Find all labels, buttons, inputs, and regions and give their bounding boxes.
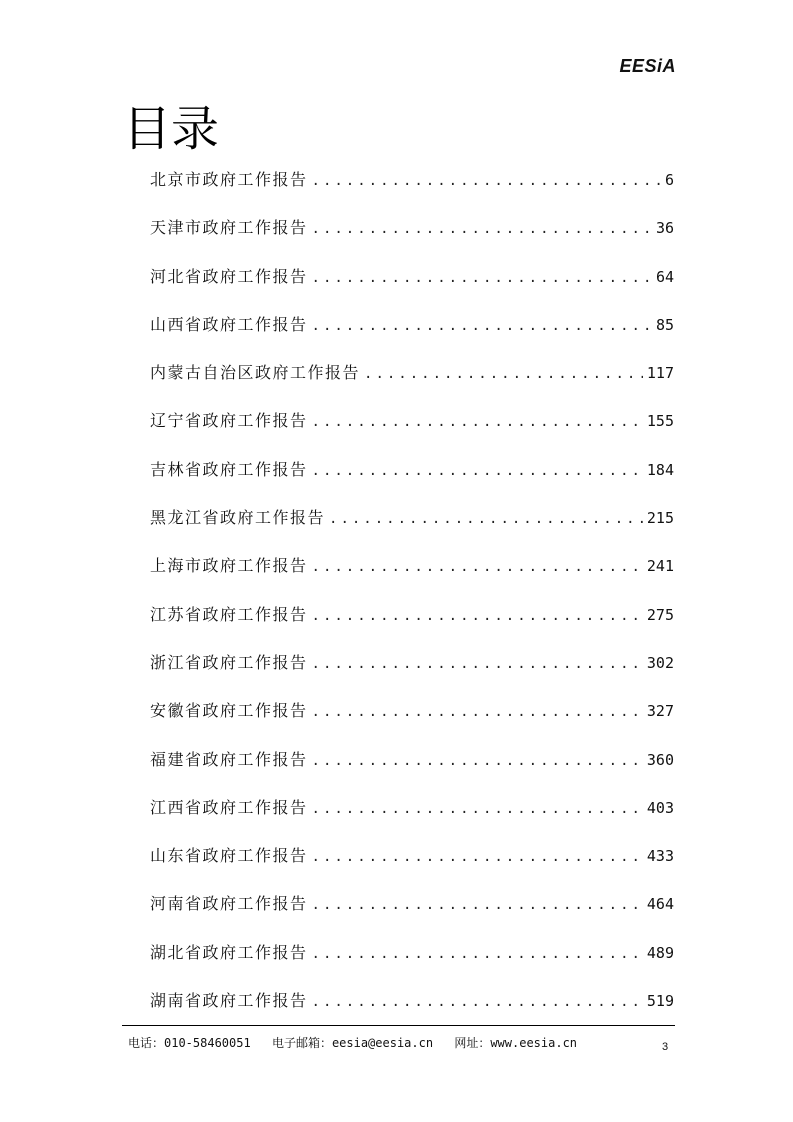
toc-entry-label: 内蒙古自治区政府工作报告 [150,363,361,383]
toc-entry-page: 519 [646,992,674,1011]
toc-dot-leader [312,600,643,632]
toc-entry[interactable] [150,502,674,550]
toc-dot-leader [312,310,652,342]
toc-dot-leader [312,793,643,825]
toc-entry[interactable] [150,550,674,598]
toc-entry[interactable] [150,164,674,212]
toc-dot-leader [312,889,643,921]
toc-entry-label: 山东省政府工作报告 [150,846,308,866]
toc-dot-leader [312,551,643,583]
toc-entry-label: 浙江省政府工作报告 [150,652,308,672]
toc-dot-leader [312,986,643,1018]
toc-dot-leader [312,455,643,487]
toc-dot-leader [312,165,661,197]
toc-entry-label: 上海市政府工作报告 [150,556,308,576]
eesia-logo: EESiA [619,56,676,76]
toc-dot-leader [312,648,643,680]
toc-entry-label: 吉林省政府工作报告 [150,459,308,479]
toc-entry[interactable] [150,212,674,260]
toc-entry-page: 241 [646,557,674,576]
toc-entry-label: 山西省政府工作报告 [150,314,308,334]
toc-entry-label: 福建省政府工作报告 [150,749,308,769]
toc-entry[interactable] [150,405,674,453]
toc-entry-page: 64 [655,267,674,286]
toc-entry-label: 安徽省政府工作报告 [150,701,308,721]
toc-entry-label: 辽宁省政府工作报告 [150,411,308,431]
toc-entry-label: 江西省政府工作报告 [150,797,308,817]
toc-entry[interactable] [150,937,674,985]
toc-entry[interactable] [150,357,674,405]
toc-entry-page: 433 [646,847,674,866]
toc-entry-page: 360 [646,750,674,769]
toc-entry-label: 河北省政府工作报告 [150,266,308,286]
toc-entry[interactable] [150,744,674,792]
toc-entry-page: 215 [646,509,674,528]
toc-entry-page: 184 [646,460,674,479]
toc-entry[interactable] [150,261,674,309]
toc-dot-leader [312,938,643,970]
page-title: 目录 [123,101,220,157]
toc-entry-page: 275 [646,605,674,624]
toc-dot-leader [312,213,652,245]
toc-entry-page: 117 [646,364,674,383]
toc-entry-label: 黑龙江省政府工作报告 [150,508,326,528]
toc-entry[interactable] [150,454,674,502]
toc-entry[interactable] [150,309,674,357]
toc-entry-page: 464 [646,895,674,914]
toc-dot-leader [312,745,643,777]
toc-entry-page: 155 [646,412,674,431]
toc-entry-page: 6 [664,171,674,189]
toc-entry-page: 302 [646,653,674,672]
toc-entry[interactable] [150,985,674,1033]
toc-entry-page: 403 [646,798,674,817]
toc-entry[interactable] [150,647,674,695]
footer-email[interactable]: 电子邮箱：eesia@eesia.cn [271,1036,434,1050]
toc-entry-page: 85 [655,315,674,334]
footer-website[interactable]: 网址：www.eesia.cn [454,1036,578,1050]
toc-entry-page: 327 [646,702,674,721]
toc-dot-leader [312,841,643,873]
toc-entry-label: 湖北省政府工作报告 [150,942,308,962]
toc-entry-label: 北京市政府工作报告 [150,170,308,189]
page-number: 3 [662,1041,669,1053]
toc-dot-leader [364,358,643,390]
toc-entry[interactable] [150,695,674,743]
toc-dot-leader [312,696,643,728]
footer-contact [128,1034,591,1051]
footer-phone: 电话：010-58460051 [128,1036,251,1050]
toc-entry[interactable] [150,599,674,647]
toc-entry-label: 湖南省政府工作报告 [150,991,308,1011]
toc-entry[interactable] [150,792,674,840]
toc-entry-page: 489 [646,943,674,962]
footer-divider [122,1025,675,1026]
toc-entry-label: 天津市政府工作报告 [150,218,308,238]
toc-dot-leader [329,503,643,535]
toc-entry[interactable] [150,840,674,888]
toc-entry-page: 36 [655,219,674,238]
toc-entry-label: 河南省政府工作报告 [150,894,308,914]
toc-dot-leader [312,262,652,294]
toc-entry[interactable] [150,888,674,936]
toc-dot-leader [312,406,643,438]
toc-entry-label: 江苏省政府工作报告 [150,604,308,624]
table-of-contents [150,164,674,1033]
